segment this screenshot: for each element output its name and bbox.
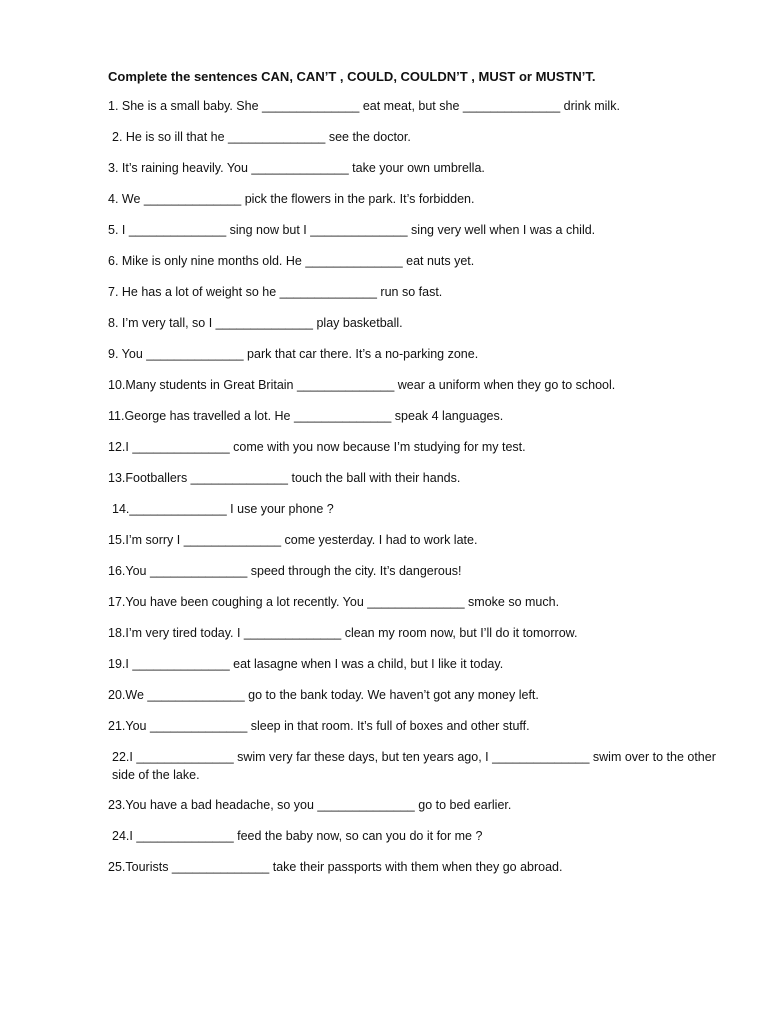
exercise-item-15: 15.I’m sorry I ______________ come yesterday. I had to work late.: [108, 533, 478, 547]
exercise-item-18: 18.I’m very tired today. I ______________ clean my room now, but I’ll do it tomorrow.: [108, 626, 578, 640]
exercise-item-24: 24.I ______________ feed the baby now, so can you do it for me ?: [112, 829, 483, 843]
exercise-item-9: 9. You ______________ park that car there. It’s a no-parking zone.: [108, 347, 479, 361]
exercise-item-19: 19.I ______________ eat lasagne when I was a child, but I like it today.: [108, 657, 504, 671]
exercise-item-21: 21.You ______________ sleep in that room. It’s full of boxes and other stuff.: [108, 719, 530, 733]
exercise-item-7: 7. He has a lot of weight so he ______________ run so fast.: [108, 285, 443, 299]
exercise-item-10: 10.Many students in Great Britain ______________ wear a uniform when they go to school.: [108, 378, 616, 392]
exercise-item-4: 4. We ______________ pick the flowers in the park. It’s forbidden.: [108, 192, 475, 206]
exercise-item-23: 23.You have a bad headache, so you ______________ go to bed earlier.: [108, 798, 512, 812]
exercise-item-20: 20.We ______________ go to the bank today. We haven’t got any money left.: [108, 688, 539, 702]
worksheet-title: Complete the sentences CAN, CAN’T , COULD, COULDN’T , MUST or MUSTN’T.: [108, 69, 596, 84]
exercise-item-25: 25.Tourists ______________ take their passports with them when they go abroad.: [108, 860, 563, 874]
exercise-item-8: 8. I’m very tall, so I ______________ play basketball.: [108, 316, 403, 330]
exercise-item-16: 16.You ______________ speed through the city. It’s dangerous!: [108, 564, 462, 578]
exercise-item-1: 1. She is a small baby. She ______________ eat meat, but she ______________ drink milk.: [108, 99, 620, 113]
exercise-item-5: 5. I ______________ sing now but I ______________ sing very well when I was a child.: [108, 223, 596, 237]
exercise-item-17: 17.You have been coughing a lot recently. You ______________ smoke so much.: [108, 595, 560, 609]
exercise-item-13: 13.Footballers ______________ touch the ball with their hands.: [108, 471, 461, 485]
exercise-item-3: 3. It’s raining heavily. You ______________ take your own umbrella.: [108, 161, 485, 175]
exercise-item-22: 22.I ______________ swim very far these days, but ten years ago, I ______________ swim over to the other side of the lake.: [112, 750, 716, 782]
exercise-item-12: 12.I ______________ come with you now because I’m studying for my test.: [108, 440, 526, 454]
exercise-item-14: 14.______________ I use your phone ?: [112, 502, 334, 516]
exercise-item-2: 2. He is so ill that he ______________ see the doctor.: [112, 130, 411, 144]
exercise-item-11: 11.George has travelled a lot. He ______________ speak 4 languages.: [108, 409, 504, 423]
exercise-item-6: 6. Mike is only nine months old. He ______________ eat nuts yet.: [108, 254, 475, 268]
